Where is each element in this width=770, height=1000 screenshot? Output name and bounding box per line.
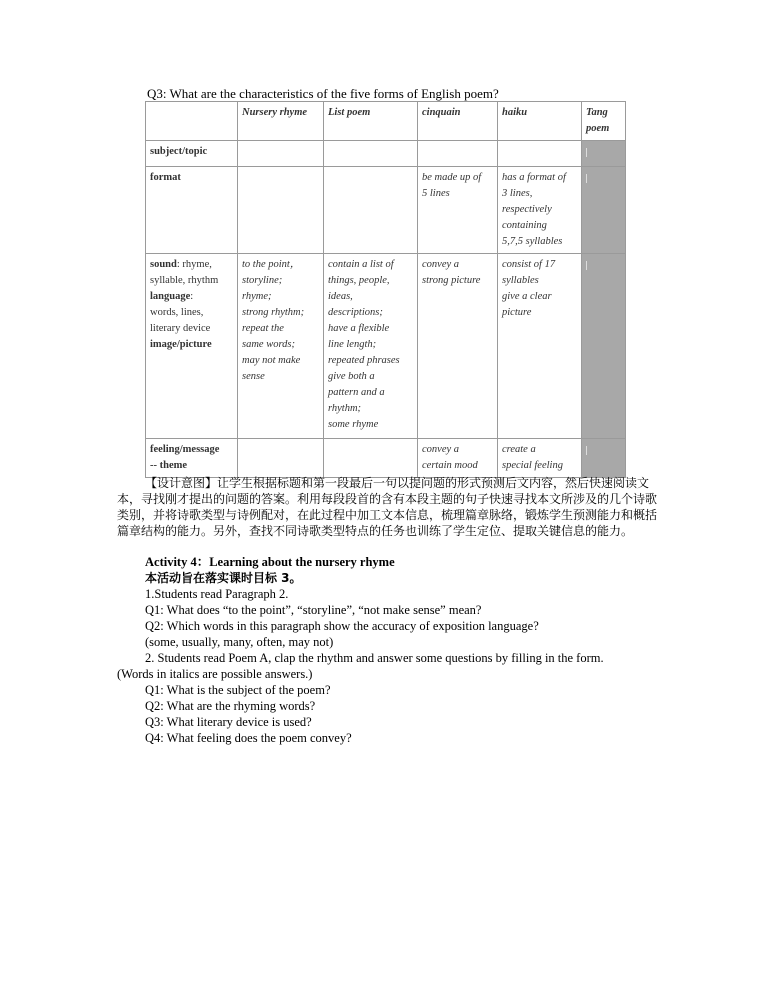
cell-mark bbox=[586, 446, 590, 455]
row-label-text: syllable, rhythm bbox=[150, 275, 219, 286]
tang-cell-gray bbox=[582, 141, 626, 167]
design-intent-text: 让学生根据标题和第一段最后一句以提问题的形式预测后文内容，然后快速阅读文本，寻找刚才提出的问题的答案。利用每段段首的含有本段主题的句子快速寻找本文所涉及的几个诗歌类别，并将诗歌类型与诗例配对，在此过程中加工文本信息，梳理篇章脉络，锻炼学生预测能力和概括篇章结构的能力。另外，查找不同诗歌类型特点的任务也训练了学生定位、提取关键信息的能力。 bbox=[117, 476, 658, 538]
feeling-cinquain-cell bbox=[418, 439, 498, 478]
cell-line: line length; bbox=[328, 339, 377, 350]
row-label-line bbox=[150, 337, 233, 353]
row-label-text: : rhyme, bbox=[176, 259, 212, 270]
row-label-format: format bbox=[146, 167, 238, 254]
header-corner bbox=[146, 102, 238, 141]
row-label-bold: sound bbox=[150, 259, 177, 270]
table-row-sound bbox=[146, 254, 626, 439]
table-row-format bbox=[146, 167, 626, 254]
cell-line: things, people, bbox=[328, 275, 390, 286]
cell-line: respectively bbox=[502, 204, 552, 215]
cell-line: strong picture bbox=[422, 275, 481, 286]
cell-line: give a clear bbox=[502, 291, 552, 302]
cell-line: certain mood bbox=[422, 460, 478, 471]
cell-line: convey a bbox=[422, 444, 460, 455]
poem-question-2: Q2: What are the rhyming words? bbox=[145, 699, 316, 713]
cell-line: ideas, bbox=[328, 291, 353, 302]
poem-question-1: Q1: What is the subject of the poem? bbox=[145, 683, 331, 697]
question-2: Q2: Which words in this paragraph show the accuracy of exposition language? bbox=[145, 619, 539, 633]
cell-line: some rhyme bbox=[328, 419, 379, 430]
cell-line: be made up of bbox=[422, 172, 482, 183]
row-label-subject: subject/topic bbox=[146, 141, 238, 167]
step-2-note: (Words in italics are possible answers.) bbox=[117, 667, 313, 681]
cell-line: strong rhythm; bbox=[242, 307, 305, 318]
cell-line: may not make bbox=[242, 355, 301, 366]
table-header-row bbox=[146, 102, 626, 141]
cell-line: special feeling bbox=[502, 460, 563, 471]
header-list-poem: List poem bbox=[324, 102, 418, 141]
row-label-bold: language bbox=[150, 291, 191, 302]
table-cell bbox=[324, 141, 418, 167]
sound-cinquain-cell bbox=[418, 254, 498, 439]
header-haiku: haiku bbox=[498, 102, 582, 141]
step-2: 2. Students read Poem A, clap the rhythm and answer some questions by filling in the form. bbox=[145, 651, 604, 665]
sound-haiku-cell bbox=[498, 254, 582, 439]
question-title: Q3: What are the characteristics of the five forms of English poem? bbox=[147, 86, 499, 101]
table-cell bbox=[238, 167, 324, 254]
table-cell bbox=[418, 141, 498, 167]
cell-line: convey a bbox=[422, 259, 460, 270]
row-label-line bbox=[150, 289, 233, 305]
activity-goal: 本活动旨在落实课时目标 3。 bbox=[145, 571, 302, 585]
table-cell bbox=[238, 439, 324, 478]
tang-cell-gray bbox=[582, 439, 626, 478]
header-tang-poem: Tang poem bbox=[582, 102, 626, 141]
cell-line: syllables bbox=[502, 275, 539, 286]
cell-line: descriptions; bbox=[328, 307, 383, 318]
cell-line: feeling/message bbox=[150, 444, 220, 455]
cell-line: 3 lines, bbox=[502, 188, 533, 199]
cell-line: rhyme; bbox=[242, 291, 272, 302]
answer-words: (some, usually, many, often, may not) bbox=[145, 635, 334, 649]
cell-line: pattern and a bbox=[328, 387, 385, 398]
row-label-text: literary device bbox=[150, 323, 211, 334]
cell-line: repeat the bbox=[242, 323, 284, 334]
table-cell bbox=[324, 439, 418, 478]
cell-line: has a format of bbox=[502, 172, 566, 183]
cell-mark bbox=[586, 148, 590, 157]
cell-line: picture bbox=[502, 307, 532, 318]
cell-line: same words; bbox=[242, 339, 295, 350]
table-row-subject bbox=[146, 141, 626, 167]
row-label-line bbox=[150, 321, 233, 337]
cell-line: create a bbox=[502, 444, 536, 455]
table-row-feeling bbox=[146, 439, 626, 478]
step-1: 1.Students read Paragraph 2. bbox=[145, 587, 289, 601]
sound-nursery-cell bbox=[238, 254, 324, 439]
cell-line: give both a bbox=[328, 371, 375, 382]
cell-line: 5,7,5 syllables bbox=[502, 236, 563, 247]
row-label-feeling bbox=[146, 439, 238, 478]
cell-line: rhythm; bbox=[328, 403, 362, 414]
table-cell bbox=[238, 141, 324, 167]
sound-list-cell bbox=[324, 254, 418, 439]
header-cinquain: cinquain bbox=[418, 102, 498, 141]
cell-mark bbox=[586, 174, 590, 183]
cell-line: containing bbox=[502, 220, 547, 231]
poem-question-3: Q3: What literary device is used? bbox=[145, 715, 312, 729]
format-cinquain-cell bbox=[418, 167, 498, 254]
tang-cell-gray bbox=[582, 167, 626, 254]
cell-mark bbox=[586, 261, 590, 270]
activity-title: Activity 4：Learning about the nursery rhyme bbox=[145, 555, 395, 569]
cell-line: to the point， bbox=[242, 259, 301, 270]
table-cell bbox=[324, 167, 418, 254]
design-intent-paragraph bbox=[117, 475, 657, 539]
row-label-line bbox=[150, 305, 233, 321]
row-label-text: words, lines, bbox=[150, 307, 204, 318]
row-label-line bbox=[150, 273, 233, 289]
cell-line: consist of 17 bbox=[502, 259, 556, 270]
row-label-sound bbox=[146, 254, 238, 439]
cell-line: have a flexible bbox=[328, 323, 390, 334]
table-cell bbox=[498, 141, 582, 167]
format-haiku-cell bbox=[498, 167, 582, 254]
cell-line: contain a list of bbox=[328, 259, 394, 270]
design-intent-lead: 【设计意图】 bbox=[145, 476, 218, 490]
cell-line: 5 lines bbox=[422, 188, 450, 199]
cell-line: repeated phrases bbox=[328, 355, 400, 366]
cell-line: storyline; bbox=[242, 275, 283, 286]
header-nursery-rhyme: Nursery rhyme bbox=[238, 102, 324, 141]
tang-cell-gray bbox=[582, 254, 626, 439]
row-label-text: : bbox=[190, 291, 194, 302]
poem-question-4: Q4: What feeling does the poem convey? bbox=[145, 731, 352, 745]
cell-line: sense bbox=[242, 371, 265, 382]
poem-characteristics-table bbox=[145, 101, 626, 478]
row-label-line bbox=[150, 257, 233, 273]
feeling-haiku-cell bbox=[498, 439, 582, 478]
row-label-bold: image/picture bbox=[150, 339, 212, 350]
question-1: Q1: What does “to the point”, “storyline”, “not make sense” mean? bbox=[145, 603, 482, 617]
cell-line: -- theme bbox=[150, 460, 188, 471]
